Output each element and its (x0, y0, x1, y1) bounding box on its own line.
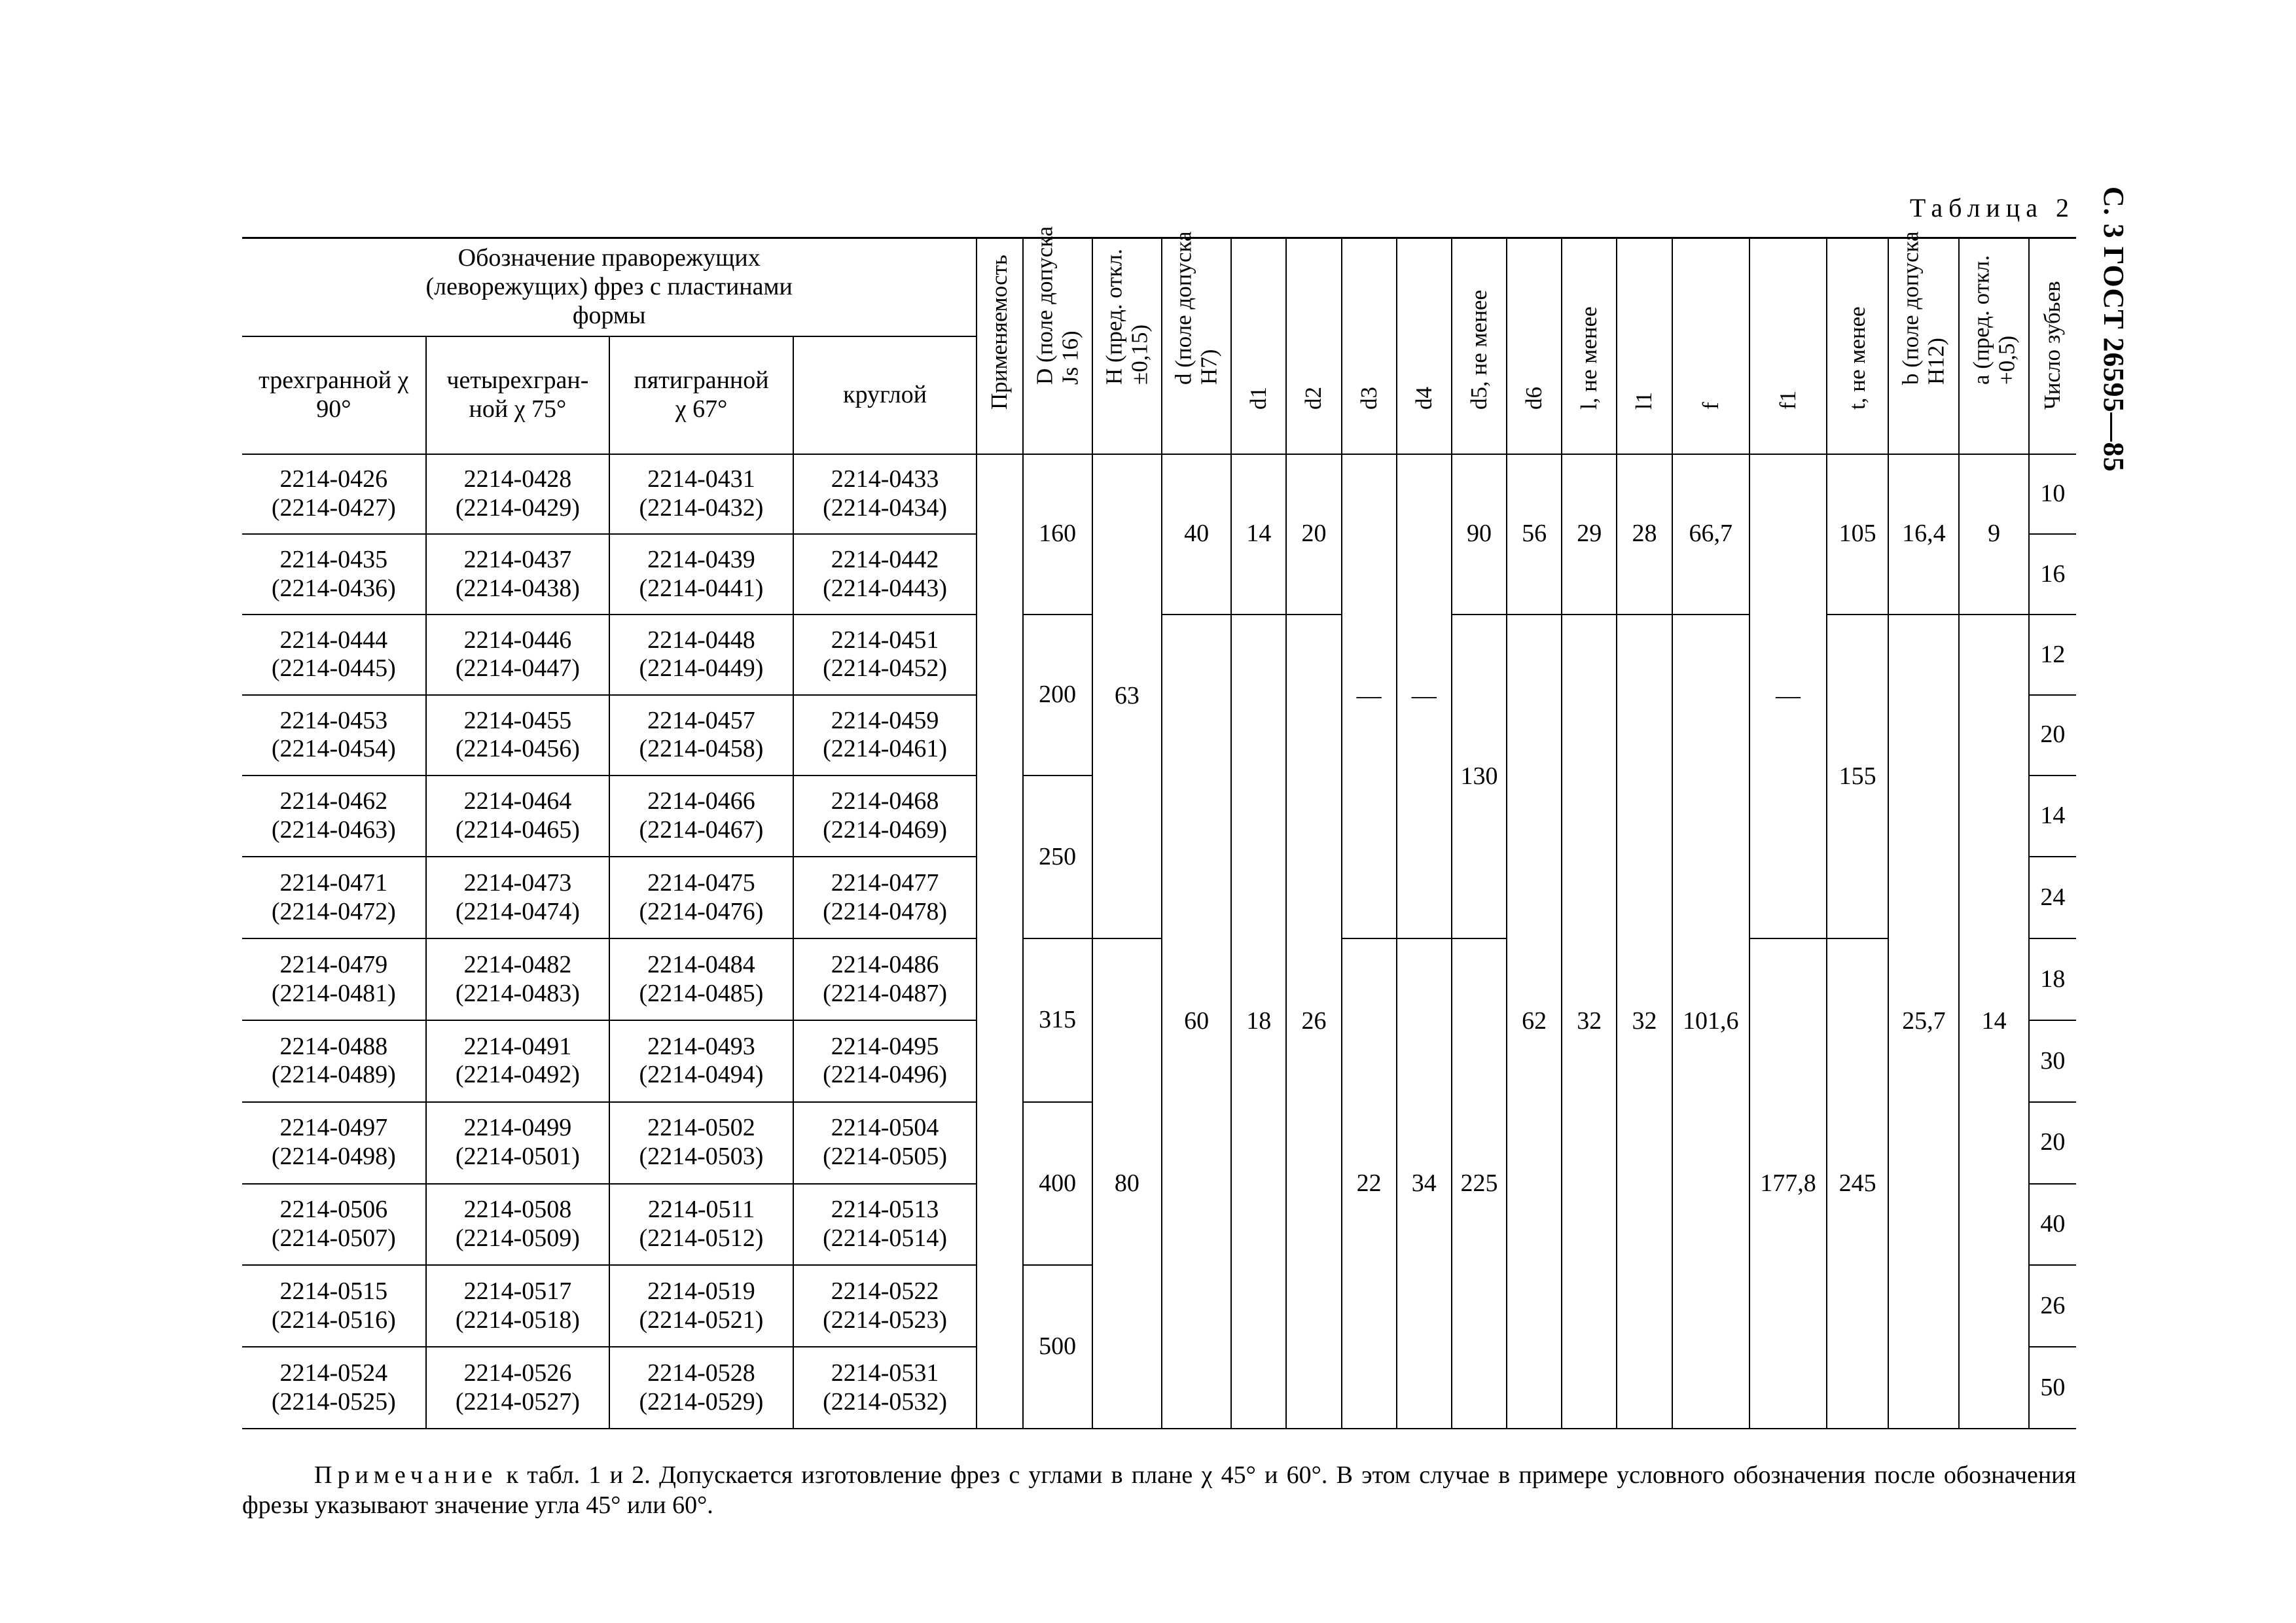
code-cell: 2214-0486 (2214-0487) (793, 938, 977, 1020)
subheader-round: круглой (793, 336, 977, 454)
spec-table (242, 226, 2076, 1429)
header-f: f (1672, 238, 1749, 454)
code-cell: 2214-0444 (2214-0445) (242, 615, 426, 695)
value-b: 16,4 (1888, 454, 1959, 615)
header-H: H (пред. откл. ±0,15) (1092, 238, 1162, 454)
value-H: 63 (1092, 454, 1162, 939)
header-applicability: Применяемость (977, 238, 1022, 454)
value-teeth: 18 (2029, 938, 2076, 1020)
header-l: l, не менее (1562, 238, 1617, 454)
value-f1: 177,8 (1749, 938, 1827, 1429)
value-d1: 14 (1231, 454, 1286, 615)
value-teeth: 16 (2029, 534, 2076, 615)
value-D: 200 (1023, 615, 1092, 776)
code-cell: 2214-0471 (2214-0472) (242, 857, 426, 938)
value-d5: 225 (1452, 938, 1507, 1429)
code-cell: 2214-0453 (2214-0454) (242, 695, 426, 776)
value-a: 14 (1959, 615, 2028, 1429)
header-l1: l1 (1617, 238, 1672, 454)
value-teeth: 40 (2029, 1184, 2076, 1266)
code-cell: 2214-0433 (2214-0434) (793, 454, 977, 535)
value-d2: 26 (1286, 615, 1341, 1429)
value-a: 9 (1959, 454, 2028, 615)
value-f1: — (1749, 454, 1827, 939)
value-teeth: 10 (2029, 454, 2076, 535)
value-d1: 18 (1231, 615, 1286, 1429)
value-teeth: 50 (2029, 1347, 2076, 1429)
side-header (2091, 187, 2170, 553)
header-f1: f1 (1749, 238, 1827, 454)
value-t: 155 (1827, 615, 1888, 938)
code-cell: 2214-0448 (2214-0449) (609, 615, 793, 695)
value-d4: — (1397, 454, 1452, 939)
value-teeth: 12 (2029, 615, 2076, 695)
header-d: d (поле допуска H7) (1162, 238, 1231, 454)
header-teeth: Число зубьев (2029, 238, 2076, 454)
code-cell: 2214-0522 (2214-0523) (793, 1265, 977, 1347)
value-d5: 130 (1452, 615, 1507, 938)
header-d2: d2 (1286, 238, 1341, 454)
value-l1: 28 (1617, 454, 1672, 615)
code-cell: 2214-0466 (2214-0467) (609, 776, 793, 857)
code-cell: 2214-0439 (2214-0441) (609, 534, 793, 615)
value-teeth: 30 (2029, 1020, 2076, 1102)
note-label: Примечание (314, 1461, 498, 1489)
table-caption: Таблица 2 (1909, 193, 2075, 223)
page-header-text: С. 3 ГОСТ 26595—85 (2098, 187, 2130, 473)
header-d5: d5, не менее (1452, 238, 1507, 454)
value-t: 245 (1827, 938, 1888, 1429)
code-cell: 2214-0468 (2214-0469) (793, 776, 977, 857)
value-teeth: 20 (2029, 1102, 2076, 1184)
code-cell: 2214-0457 (2214-0458) (609, 695, 793, 776)
code-cell: 2214-0435 (2214-0436) (242, 534, 426, 615)
value-d6: 62 (1507, 615, 1562, 1429)
note-text: к табл. 1 и 2. Допускается изготовление фрез с углами в плане χ 45° и 60°. В этом случае в примере условного обозначения после обозначения фрезы указывают значение угла 45° или 60°. (242, 1461, 2076, 1519)
code-cell: 2214-0524 (2214-0525) (242, 1347, 426, 1429)
code-cell: 2214-0455 (2214-0456) (426, 695, 610, 776)
header-d1: d1 (1231, 238, 1286, 454)
code-cell: 2214-0493 (2214-0494) (609, 1020, 793, 1102)
group-header: Обозначение праворежущих (леворежущих) фрез с пластинами формы (242, 238, 977, 336)
code-cell: 2214-0459 (2214-0461) (793, 695, 977, 776)
value-teeth: 24 (2029, 857, 2076, 938)
header-b: b (поле допуска H12) (1888, 238, 1959, 454)
code-cell: 2214-0515 (2214-0516) (242, 1265, 426, 1347)
code-cell: 2214-0437 (2214-0438) (426, 534, 610, 615)
value-d5: 90 (1452, 454, 1507, 615)
value-D: 315 (1023, 938, 1092, 1102)
value-d2: 20 (1286, 454, 1341, 615)
code-cell: 2214-0446 (2214-0447) (426, 615, 610, 695)
value-f: 101,6 (1672, 615, 1749, 1429)
header-d4: d4 (1397, 238, 1452, 454)
applicability-cell (977, 454, 1022, 1429)
code-cell: 2214-0531 (2214-0532) (793, 1347, 977, 1429)
value-b: 25,7 (1888, 615, 1959, 1429)
header-t: t, не менее (1827, 238, 1888, 454)
code-cell: 2214-0426 (2214-0427) (242, 454, 426, 535)
code-cell: 2214-0473 (2214-0474) (426, 857, 610, 938)
subheader-triangular: трехгранной χ 90° (242, 336, 426, 454)
code-cell: 2214-0491 (2214-0492) (426, 1020, 610, 1102)
value-D: 160 (1023, 454, 1092, 615)
code-cell: 2214-0508 (2214-0509) (426, 1184, 610, 1266)
code-cell: 2214-0431 (2214-0432) (609, 454, 793, 535)
header-D: D (поле допуска Js 16) (1023, 238, 1092, 454)
value-d4: 34 (1397, 938, 1452, 1429)
code-cell: 2214-0497 (2214-0498) (242, 1102, 426, 1184)
code-cell: 2214-0519 (2214-0521) (609, 1265, 793, 1347)
code-cell: 2214-0488 (2214-0489) (242, 1020, 426, 1102)
value-f: 66,7 (1672, 454, 1749, 615)
code-cell: 2214-0504 (2214-0505) (793, 1102, 977, 1184)
code-cell: 2214-0428 (2214-0429) (426, 454, 610, 535)
code-cell: 2214-0482 (2214-0483) (426, 938, 610, 1020)
value-teeth: 20 (2029, 695, 2076, 776)
header-d6: d6 (1507, 238, 1562, 454)
code-cell: 2214-0528 (2214-0529) (609, 1347, 793, 1429)
code-cell: 2214-0477 (2214-0478) (793, 857, 977, 938)
code-cell: 2214-0513 (2214-0514) (793, 1184, 977, 1266)
code-cell: 2214-0479 (2214-0481) (242, 938, 426, 1020)
value-d: 40 (1162, 454, 1231, 615)
code-cell: 2214-0451 (2214-0452) (793, 615, 977, 695)
table-note (242, 1461, 2076, 1520)
value-d3: — (1342, 454, 1397, 939)
value-d6: 56 (1507, 454, 1562, 615)
value-D: 250 (1023, 776, 1092, 939)
header-d3: d3 (1342, 238, 1397, 454)
code-cell: 2214-0499 (2214-0501) (426, 1102, 610, 1184)
value-d3: 22 (1342, 938, 1397, 1429)
code-cell: 2214-0442 (2214-0443) (793, 534, 977, 615)
code-cell: 2214-0495 (2214-0496) (793, 1020, 977, 1102)
subheader-pentagonal: пятигранной χ 67° (609, 336, 793, 454)
value-D: 400 (1023, 1102, 1092, 1266)
code-cell: 2214-0484 (2214-0485) (609, 938, 793, 1020)
code-cell: 2214-0462 (2214-0463) (242, 776, 426, 857)
code-cell: 2214-0517 (2214-0518) (426, 1265, 610, 1347)
value-teeth: 26 (2029, 1265, 2076, 1347)
header-a: a (пред. откл. +0,5) (1959, 238, 2028, 454)
code-cell: 2214-0502 (2214-0503) (609, 1102, 793, 1184)
value-l: 32 (1562, 615, 1617, 1429)
code-cell: 2214-0464 (2214-0465) (426, 776, 610, 857)
code-cell: 2214-0526 (2214-0527) (426, 1347, 610, 1429)
value-l: 29 (1562, 454, 1617, 615)
value-t: 105 (1827, 454, 1888, 615)
code-cell: 2214-0475 (2214-0476) (609, 857, 793, 938)
value-H: 80 (1092, 938, 1162, 1429)
code-cell: 2214-0506 (2214-0507) (242, 1184, 426, 1266)
value-D: 500 (1023, 1265, 1092, 1429)
subheader-square: четырехгран-ной χ 75° (426, 336, 610, 454)
value-d: 60 (1162, 615, 1231, 1429)
code-cell: 2214-0511 (2214-0512) (609, 1184, 793, 1266)
value-teeth: 14 (2029, 776, 2076, 857)
value-l1: 32 (1617, 615, 1672, 1429)
